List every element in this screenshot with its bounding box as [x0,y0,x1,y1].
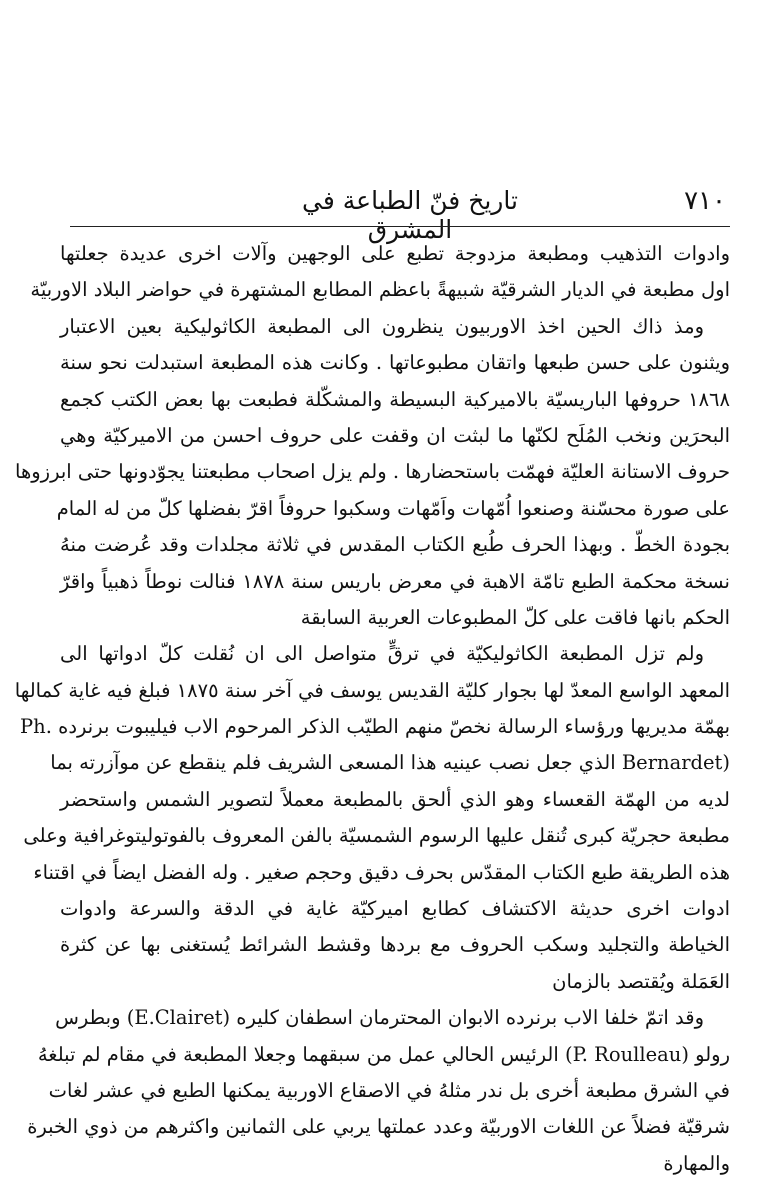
text-line: الخياطة والتجليد وسكب الحروف مع بردها وقشط الشرائط يُستغنى بها عن كثرة [60,933,730,957]
page-number: ٧١٠ [684,186,726,216]
paragraph [15,309,730,637]
paragraph [14,636,730,1000]
text-line: (Bernardet الذي جعل نصب عينيه هذا المسعى الشريف فلم ينقطع عن موآزرته بما [50,751,730,775]
text-line: والمهارة [663,1151,730,1175]
text-line: البحرَين ونخب المُلَح لكنّها ما لبثت ان وقفت على حروف احسن من الاميركيّة وهي [60,423,730,447]
text-line: هذه الطريقة طبع الكتاب المقدّس بحرف دقيق وحجم صغير . وله الفضل ايضاً في اقتناء [33,860,730,884]
text-line: بهمّة مديريها ورؤساء الرسالة نخصّ منهم الطيّب الذكر المرحوم الاب فيليبوت برنرده .Ph [20,715,730,739]
text-line: وقد اتمّ خلفا الاب برنرده الابوان المحترمان اسطفان كليره (E.Clairet) وبطرس [55,1006,704,1030]
paragraph [30,236,730,309]
header-rule [70,226,730,227]
text-line: على صورة محسّنة وصنعوا اُمّهات واَمّهات وسكبوا حروفاً اقرّ بفضلها كلّ من له المام [56,496,730,520]
text-line: الحكم بانها فاقت على كلّ المطبوعات العربية السابقة [300,605,730,629]
text-line: وادوات التذهيب ومطبعة مزدوجة تطبع على الوجهين وآلات اخرى عديدة جعلتها [60,242,730,265]
text-line: ويثنون على حسن طبعها واتقان مطبوعاتها . وكانت هذه المطبعة استبدلت نحو سنة [60,351,730,375]
text-line: اول مطبعة في الديار الشرقيّة شبيهةً باعظم المطابع المشتهرة في حواضر البلاد الاوربيّة [30,278,730,302]
text-line: نسخة محكمة الطبع تامّة الاهبة في معرض باريس سنة ١٨٧٨ فنالت نوطاً ذهبياً واقرّ [60,569,730,593]
body-text [14,236,730,1182]
text-line: ادوات اخرى حديثة الاكتشاف كطابع اميركيّة غاية في الدقة والسرعة وادوات [60,897,730,921]
text-line: مطبعة حجريّة كبرى تُنقل عليها الرسوم الشمسيّة بالفن المعروف بالفوتوليتوغرافية وعلى [23,824,730,848]
text-line: حروف الاستانة العليّة فهمّت باستحضارها . ولم يزل اصحاب مطبعتنا يجوّدونها حتى ابرزوها [15,460,730,484]
text-line: ولم تزل المطبعة الكاثوليكيّة في ترقٍّ متواصل الى ان نُقلت كلّ ادواتها الى [60,642,704,666]
running-title: تاريخ فنّ الطباعة في المشرق [302,186,518,244]
text-line: ١٨٦٨ حروفها الباريسيّة بالاميركية البسيطة والمشكّلة فطبعت بها بعض الكتب كجمع [60,387,730,411]
text-line: ومذ ذاك الحين اخذ الاوربيون ينظرون الى المطبعة الكاثوليكية بعين الاعتبار [60,314,704,338]
text-line: رولو (P. Roulleau) الرئيس الحالي عمل من سبقهما وجعلا المطبعة في مقام لم تبلغهُ [37,1042,730,1066]
text-line: المعهد الواسع المعدّ لها بجوار كليّة القديس يوسف في آخر سنة ١٨٧٥ فبلغ فيه غاية كمالها [14,678,730,702]
paragraph [27,1000,730,1182]
text-line: العَمَلة ويُقتصد بالزمان [552,969,730,993]
page-header [70,180,726,244]
text-line: لديه من الهمّة القعساء وهو الذي ألحق بالمطبعة معملاً لتصوير الشمس واستحضر [60,787,730,811]
text-line: بجودة الخطّ . وبهذا الحرف طُبع الكتاب المقدس في ثلاثة مجلدات وقد عُرضت منهُ [60,533,730,557]
text-line: في الشرق مطبعة أخرى بل ندر مثلهُ في الاصقاع الاوربية يمكنها الطبع في عشر لغات [48,1078,730,1102]
text-line: شرقيّة فضلاً عن اللغات الاوربيّة وعدد عملتها يربي على الثمانين واكثرهم من ذوي الخبرة [27,1115,730,1139]
